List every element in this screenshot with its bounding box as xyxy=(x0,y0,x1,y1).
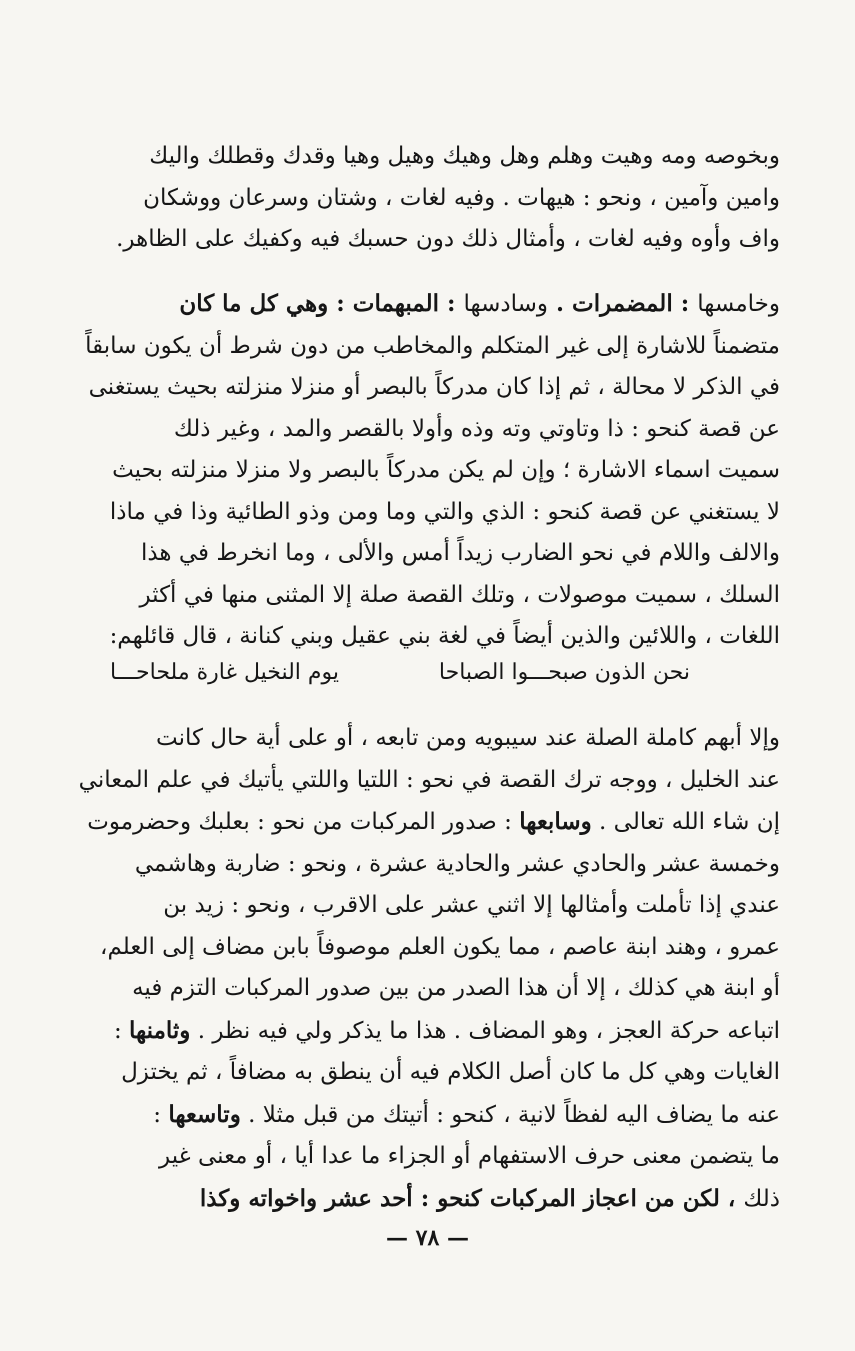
text-run: : xyxy=(153,1101,169,1128)
text-line: وإلا أبهم كاملة الصلة عند سيبويه ومن تابعه ، أو على أية حال كانت xyxy=(156,725,780,751)
poetry-verse xyxy=(90,653,690,693)
text-line xyxy=(74,283,780,326)
page-number: — ٧٨ — xyxy=(386,1225,469,1251)
text-line: في الذكر لا محالة ، ثم إذا كان مدركاً بالبصر أو منزلا منزلته بحيث يستغنى xyxy=(88,374,780,400)
text-line: عند الخليل ، ووجه ترك القصة في نحو : اللتيا واللتي يأتيك في علم المعاني xyxy=(78,766,780,793)
paragraph-2 xyxy=(74,283,780,658)
text-line xyxy=(74,1094,780,1137)
text-run: عنه ما يضاف اليه لفظاً لانية ، كنحو : أتيتك من قبل مثلا . xyxy=(240,1101,780,1128)
text-line xyxy=(74,801,780,844)
bold-term: : المضمرات . xyxy=(548,290,698,317)
paragraph-1 xyxy=(74,136,780,261)
text-run: وخامسها xyxy=(697,291,780,317)
verse-first-hemistich: نحن الذون صبحـــوا الصباحا xyxy=(438,660,690,685)
bold-term: وثامنها xyxy=(129,1016,191,1044)
text-run: إن شاء الله تعالى . xyxy=(591,809,780,835)
text-line: سميت اسماء الاشارة ؛ وإن لم يكن مدركاً بالبصر ولا منزلا منزلته بحيث xyxy=(112,457,780,483)
bold-term: وسابعها xyxy=(519,808,592,835)
text-line: عندي إذا تأملت وأمثالها إلا اثني عشر على الاقرب ، ونحو : زيد بن xyxy=(163,892,780,918)
text-line: متضمناً للاشارة إلى غير المتكلم والمخاطب من دون شرط أن يكون سابقاً xyxy=(85,332,780,359)
text-line: السلك ، سميت موصولات ، وتلك القصة صلة إلا المثنى منها في أكثر xyxy=(139,581,780,608)
text-line xyxy=(74,1010,780,1053)
text-line: واف وأوه وفيه لغات ، وأمثال ذلك دون حسبك فيه وكفيك على الظاهر. xyxy=(116,226,780,252)
text-line: اللغات ، واللائين والذين أيضاً في لغة بني عقيل وبني كنانة ، قال قائلهم: xyxy=(109,623,780,649)
text-run: ذلك xyxy=(743,1185,780,1212)
text-run: وسادسها xyxy=(463,291,549,317)
text-line: وخمسة عشر والحادي عشر والحادية عشرة ، ونحو : ضاربة وهاشمي xyxy=(134,850,780,877)
text-line: ما يتضمن معنى حرف الاستفهام أو الجزاء ما عدا أيا ، أو معنى غير xyxy=(159,1143,780,1169)
text-line: لا يستغني عن قصة كنحو : الذي والتي وما ومن وذو الطائية وذا في ماذا xyxy=(109,498,780,525)
text-run: : صدور المركبات من نحو : بعلبك وحضرموت xyxy=(87,809,520,835)
text-line: عن قصة كنحو : ذا وتاوتي وته وذه وأولا بالقصر والمد ، وغير ذلك xyxy=(173,415,780,442)
text-line: والالف واللام في نحو الضارب زيداً أمس والألى ، وما انخرط في هذا xyxy=(140,540,780,566)
bold-term: ، لكن من اعجاز المركبات كنحو : أحد عشر واخواته وكذا xyxy=(199,1184,744,1212)
bold-term: وتاسعها xyxy=(168,1100,241,1128)
text-line: الغايات وهي كل ما كان أصل الكلام فيه أن ينطق به مضافاً ، ثم يختزل xyxy=(121,1059,780,1085)
text-line: عمرو ، وهند ابنة عاصم ، مما يكون العلم موصوفاً بابن مضاف إلى العلم، xyxy=(100,933,780,960)
text-line: أو ابنة هي كذلك ، إلا أن هذا الصدر من بين صدور المركبات التزم فيه xyxy=(132,975,780,1001)
text-run: : xyxy=(113,1017,130,1044)
text-line: وامين وآمين ، ونحو : هيهات . وفيه لغات ، وشتان وسرعان ووشكان xyxy=(143,184,780,211)
verse-second-hemistich: يوم النخيل غارة ملحاحـــا xyxy=(110,660,340,685)
text-run: اتباعه حركة العجز ، وهو المضاف . هذا ما يذكر ولي فيه نظر . xyxy=(190,1017,780,1044)
text-line: وبخوصه ومه وهيت وهلم وهل وهيك وهيل وهيا وقدك وقطلك واليك xyxy=(149,143,780,169)
text-line xyxy=(74,1178,780,1221)
bold-term: : المبهمات : وهي كل ما كان xyxy=(179,290,464,317)
paragraph-3 xyxy=(74,718,780,1220)
